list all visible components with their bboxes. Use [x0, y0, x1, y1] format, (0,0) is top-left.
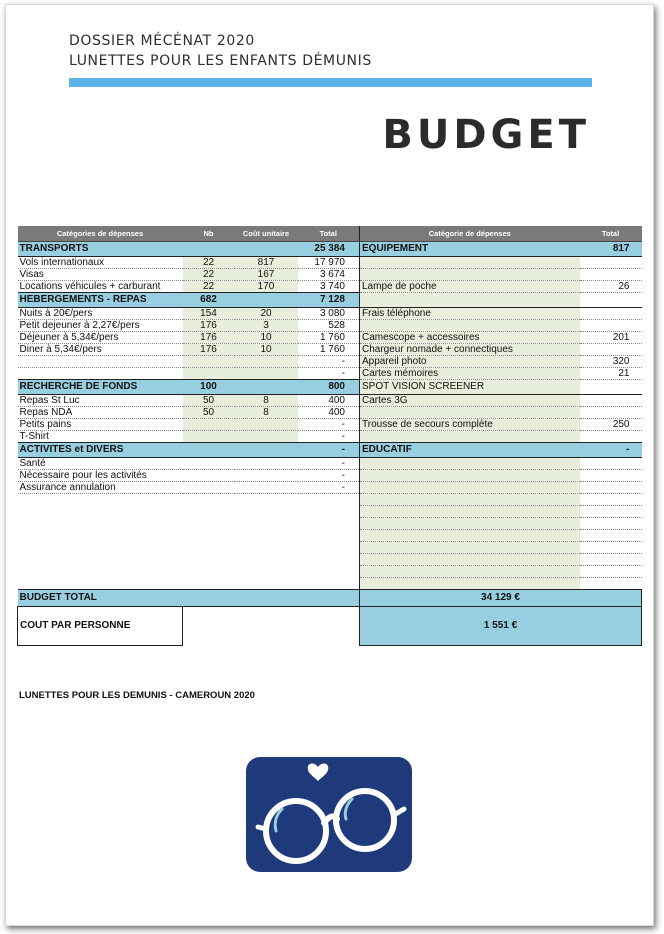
col-header-right-category: Catégorie de dépenses: [360, 226, 580, 242]
section-row-hebergements: [18, 293, 642, 308]
table-row: Repas St Luc 50 8 400 Cartes 3G: [18, 395, 642, 407]
col-header-categories: Catégories de dépenses: [18, 226, 183, 242]
table-row: - Appareil photo 320: [18, 356, 642, 368]
section-label: EDUCATIF: [360, 443, 580, 458]
section-total: 817: [580, 242, 642, 257]
table-row: - Cartes mémoires 21: [18, 368, 642, 380]
col-header-total: Total: [298, 226, 360, 242]
table-row: Petit dejeuner à 2,27€/pers 176 3 528: [18, 320, 642, 332]
section-row-transports: [18, 242, 642, 257]
table-row: Nécessaire pour les activités -: [18, 470, 642, 482]
header-line-1: DOSSIER MÉCÉNAT 2020: [69, 33, 255, 49]
col-header-nb: Nb: [183, 226, 235, 242]
page-title: BUDGET: [382, 112, 590, 158]
section-label: TRANSPORTS: [18, 242, 183, 257]
section-nb: 100: [183, 380, 235, 395]
table-row: Assurance annulation -: [18, 482, 642, 494]
table-header-row: [18, 226, 642, 242]
table-row: Santé -: [18, 458, 642, 470]
table-row: Nuits à 20€/pers 154 20 3 080 Frais téléphone: [18, 308, 642, 320]
section-label: ACTIVITES et DIVERS: [18, 443, 298, 458]
section-label: RECHERCHE DE FONDS: [18, 380, 183, 395]
section-total: -: [298, 443, 360, 458]
header-line-2: LUNETTES POUR LES ENFANTS DÉMUNIS: [69, 53, 372, 69]
footer-note: LUNETTES POUR LES DEMUNIS - CAMEROUN 2020: [19, 690, 255, 701]
section-label: HEBERGEMENTS - REPAS: [18, 293, 183, 308]
table-row: Vols internationaux 22 817 17 970: [18, 257, 642, 269]
table-row: Visas 22 167 3 674: [18, 269, 642, 281]
section-row-recherche: RECHERCHE DE FONDS 100 800 SPOT VISION SCREENER: [18, 380, 642, 395]
table-row: Repas NDA 50 8 400: [18, 407, 642, 419]
section-row-activites: [18, 443, 642, 458]
section-nb: 682: [183, 293, 235, 308]
table-row: Locations véhicules + carburant 22 170 3 740 Lampe de poche 26: [18, 281, 642, 293]
header-divider: [69, 78, 592, 87]
logo-graphic: [246, 757, 412, 872]
glasses-heart-icon: [246, 757, 412, 872]
section-total: 7 128: [298, 293, 360, 308]
table-row: Petits pains - Trousse de secours complète 250: [18, 419, 642, 431]
table-row: Diner à 5,34€/pers 176 10 1 760 Chargeur nomade + connectiques: [18, 344, 642, 356]
budget-table: [17, 226, 642, 646]
budget-total-label: BUDGET TOTAL: [18, 590, 360, 607]
table-row: Déjeuner à 5,34€/pers 176 10 1 760 Camescope + accessoires 201: [18, 332, 642, 344]
col-header-right-total: Total: [580, 226, 642, 242]
budget-total-row: [18, 590, 642, 607]
table-row: T-Shirt -: [18, 431, 642, 443]
section-total: -: [580, 443, 642, 458]
budget-total-value: 34 129 €: [360, 590, 642, 607]
cost-per-person-value: 1 551 €: [360, 607, 642, 646]
col-header-unit-cost: Coût unitaire: [235, 226, 298, 242]
section-total: 25 384: [298, 242, 360, 257]
section-total: 800: [298, 380, 360, 395]
section-label: EQUIPEMENT: [360, 242, 580, 257]
cost-per-person-label: COUT PAR PERSONNE: [18, 607, 183, 646]
cost-per-person-row: [18, 607, 642, 646]
